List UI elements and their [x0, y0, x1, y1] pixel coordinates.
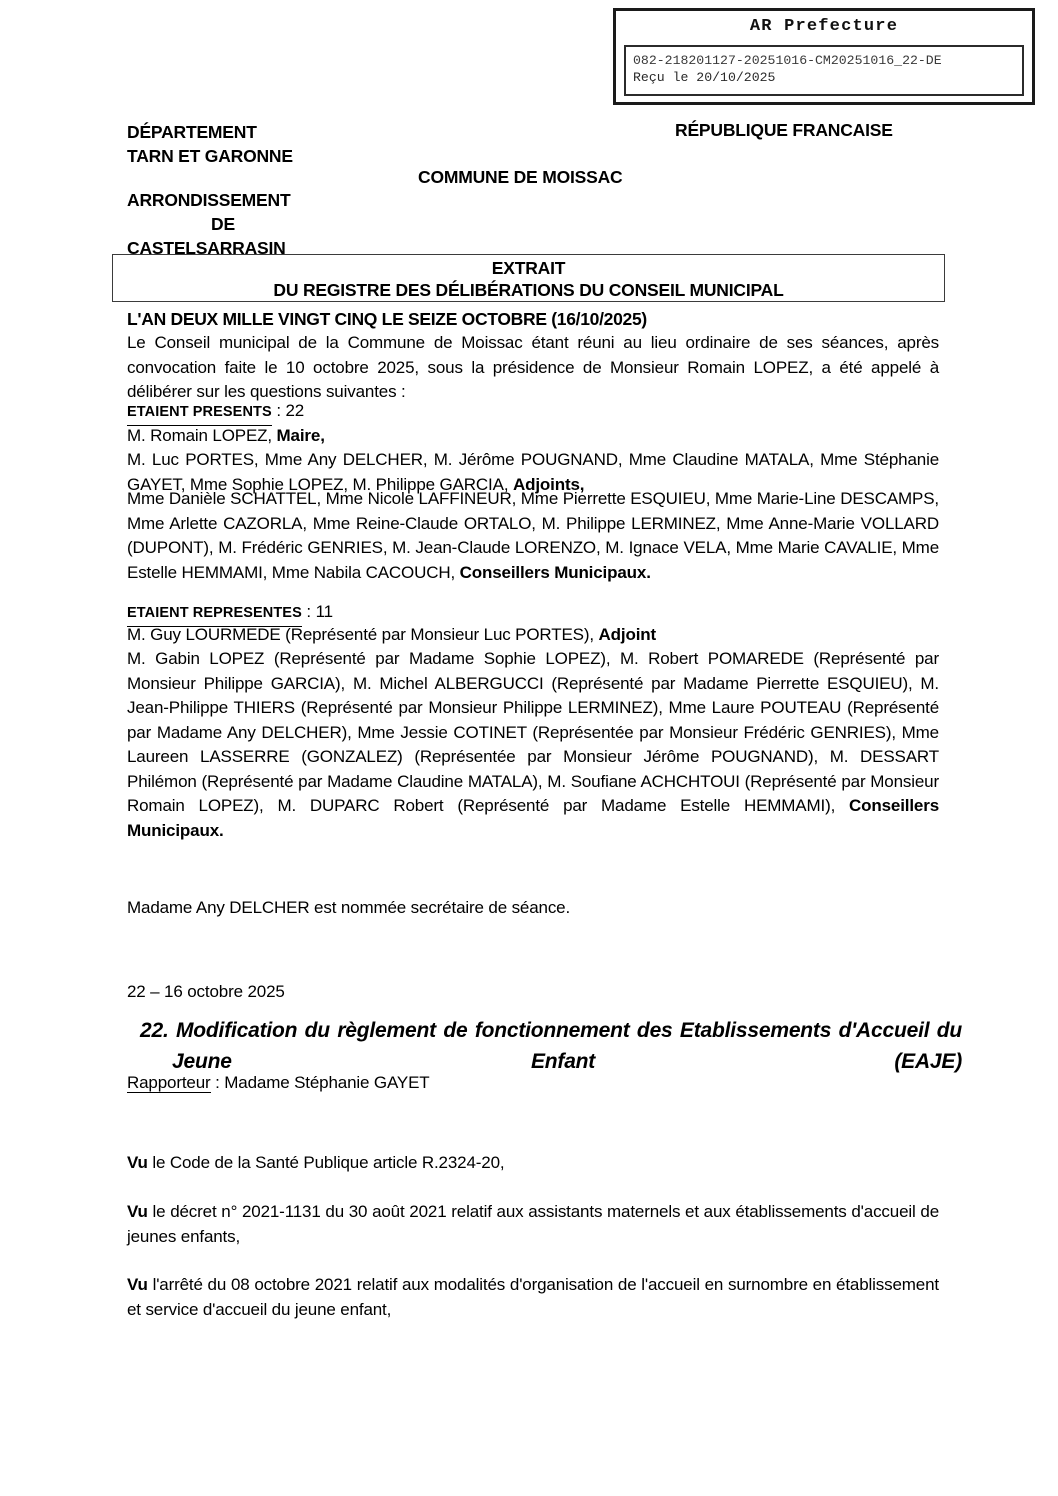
session-date-text: L'AN DEUX MILLE VINGT CINQ LE SEIZE OCTOBRE (16/10/2025) [127, 309, 647, 329]
presents-label: ETAIENT PRESENTS [127, 400, 272, 426]
arrondissement-line-1: ARRONDISSEMENT [127, 190, 291, 210]
represented-adjoint-name: M. Guy LOURMEDE (Représenté par Monsieur Luc PORTES), [127, 625, 599, 644]
rapporteur-label: Rapporteur [127, 1073, 211, 1092]
adjoints-names: M. Luc PORTES, Mme Any DELCHER, M. Jérôme POUGNAND, Mme Claudine MATALA, Mme Stéphanie GAYET, Mme Sophie LOPEZ, M. Philippe GARCIA, [127, 450, 939, 494]
represented-conseillers-line [127, 647, 939, 843]
arrondissement-header [127, 188, 319, 260]
ar-prefecture-details [624, 45, 1024, 96]
republic-label: RÉPUBLIQUE FRANCAISE [675, 120, 893, 140]
department-line-2: TARN ET GARONNE [127, 146, 293, 166]
extrait-line-1: EXTRAIT [491, 258, 566, 278]
deliberation-number-date: 22 – 16 octobre 2025 [127, 982, 285, 1001]
presents-conseillers-line [127, 487, 939, 585]
arrondissement-line-3: CASTELSARRASIN [127, 238, 286, 258]
maire-name: M. Romain LOPEZ, [127, 426, 277, 445]
arrondissement-line-2: DE [211, 214, 235, 234]
vu-clause-1 [127, 1151, 939, 1176]
represented-conseillers-names: M. Gabin LOPEZ (Représenté par Madame Sophie LOPEZ), M. Robert POMAREDE (Représenté par Monsieur Philippe GARCIA), M. Michel ALBERGUCCI (Représenté par Madame Pierrette ESQUIEU), M. Jean-Philippe THIERS (Représenté par Monsieur Philippe LERMINEZ), Mme Laure POUTEAU (Représenté par Madame Any DELCHER), Mme Jessie COTINET (Représentée par Monsieur Frédéric GENRIES), Mme Laureen LASSERRE (GONZALEZ) (Représentée par Monsieur Jérôme POUGNAND), M. DESSART Philémon (Représenté par Madame Claudine MATALA), M. Soufiane ACHCHTOUI (Représenté par Monsieur Romain LOPEZ), M. DUPARC Robert (Représenté par Madame Estelle HEMMAMI), [127, 649, 939, 815]
vu-prefix-1: Vu [127, 1153, 148, 1172]
vu-clause-2 [127, 1200, 939, 1249]
presents-count: : 22 [271, 401, 305, 420]
adjoints-role: Adjoints, [512, 474, 585, 494]
represented-adjoint-line [127, 623, 939, 648]
conseillers-names: Mme Danièle SCHATTEL, Mme Nicole LAFFINEUR, Mme Pierrette ESQUIEU, Mme Marie-Line DESCAMPS, Mme Arlette CAZORLA, Mme Reine-Claude ORTALO, M. Philippe LERMINEZ, Mme Anne-Marie VOLLARD (DUPONT), M. Frédéric GENRIES, M. Jean-Claude LORENZO, M. Ignace VELA, Mme Marie CAVALIE, Mme Estelle HEMMAMI, Mme Nabila CACOUCH, [127, 489, 939, 582]
rapporteur-value: : Madame Stéphanie GAYET [210, 1073, 430, 1092]
represented-label: ETAIENT REPRESENTES [127, 601, 302, 627]
ar-prefecture-stamp [613, 8, 1035, 105]
vu-text-3: l'arrêté du 08 octobre 2021 relatif aux modalités d'organisation de l'accueil en surnombre en établissement et service d'accueil du jeune enfant, [127, 1275, 939, 1319]
vu-prefix-3: Vu [127, 1275, 148, 1294]
ar-received-date: Reçu le 20/10/2025 [633, 70, 776, 85]
vu-text-1: le Code de la Santé Publique article R.2324-20, [147, 1153, 505, 1172]
extrait-line-2: DU REGISTRE DES DÉLIBÉRATIONS DU CONSEIL MUNICIPAL [273, 280, 784, 300]
vu-text-2: le décret n° 2021-1131 du 30 août 2021 relatif aux assistants maternels et aux établissements d'accueil de jeunes enfants, [127, 1202, 939, 1246]
department-header [127, 120, 293, 168]
extrait-box [112, 254, 945, 302]
maire-role: Maire, [276, 426, 325, 445]
ar-reference: 082-218201127-20251016-CM20251016_22-DE [633, 53, 942, 68]
vu-prefix-2: Vu [127, 1202, 148, 1221]
session-paragraph: Le Conseil municipal de la Commune de Moissac étant réuni au lieu ordinaire de ses séances, après convocation faite le 10 octobre 2025, sous la présidence de Monsieur Romain LOPEZ, a été appelé à délibérer sur les questions suivantes : [127, 333, 939, 401]
represented-conseillers-role: Conseillers Municipaux. [127, 796, 939, 840]
commune-label: COMMUNE DE MOISSAC [418, 167, 623, 187]
rapporteur-line [127, 1073, 430, 1093]
department-line-1: DÉPARTEMENT [127, 122, 257, 142]
represented-adjoint-role: Adjoint [598, 625, 657, 644]
vu-clause-3 [127, 1273, 939, 1322]
presents-heading [127, 399, 939, 426]
ar-prefecture-title: AR Prefecture [749, 17, 899, 36]
session-date-title [127, 307, 939, 333]
deliberation-title: 22. Modification du règlement de fonctionnement des Etablissements d'Accueil du Jeune Enfant (EAJE) [140, 1019, 962, 1073]
conseillers-role: Conseillers Municipaux. [459, 562, 651, 582]
represented-count: : 11 [301, 602, 333, 621]
presents-maire-line [127, 424, 939, 449]
secretary-line: Madame Any DELCHER est nommée secrétaire de séance. [127, 898, 571, 917]
